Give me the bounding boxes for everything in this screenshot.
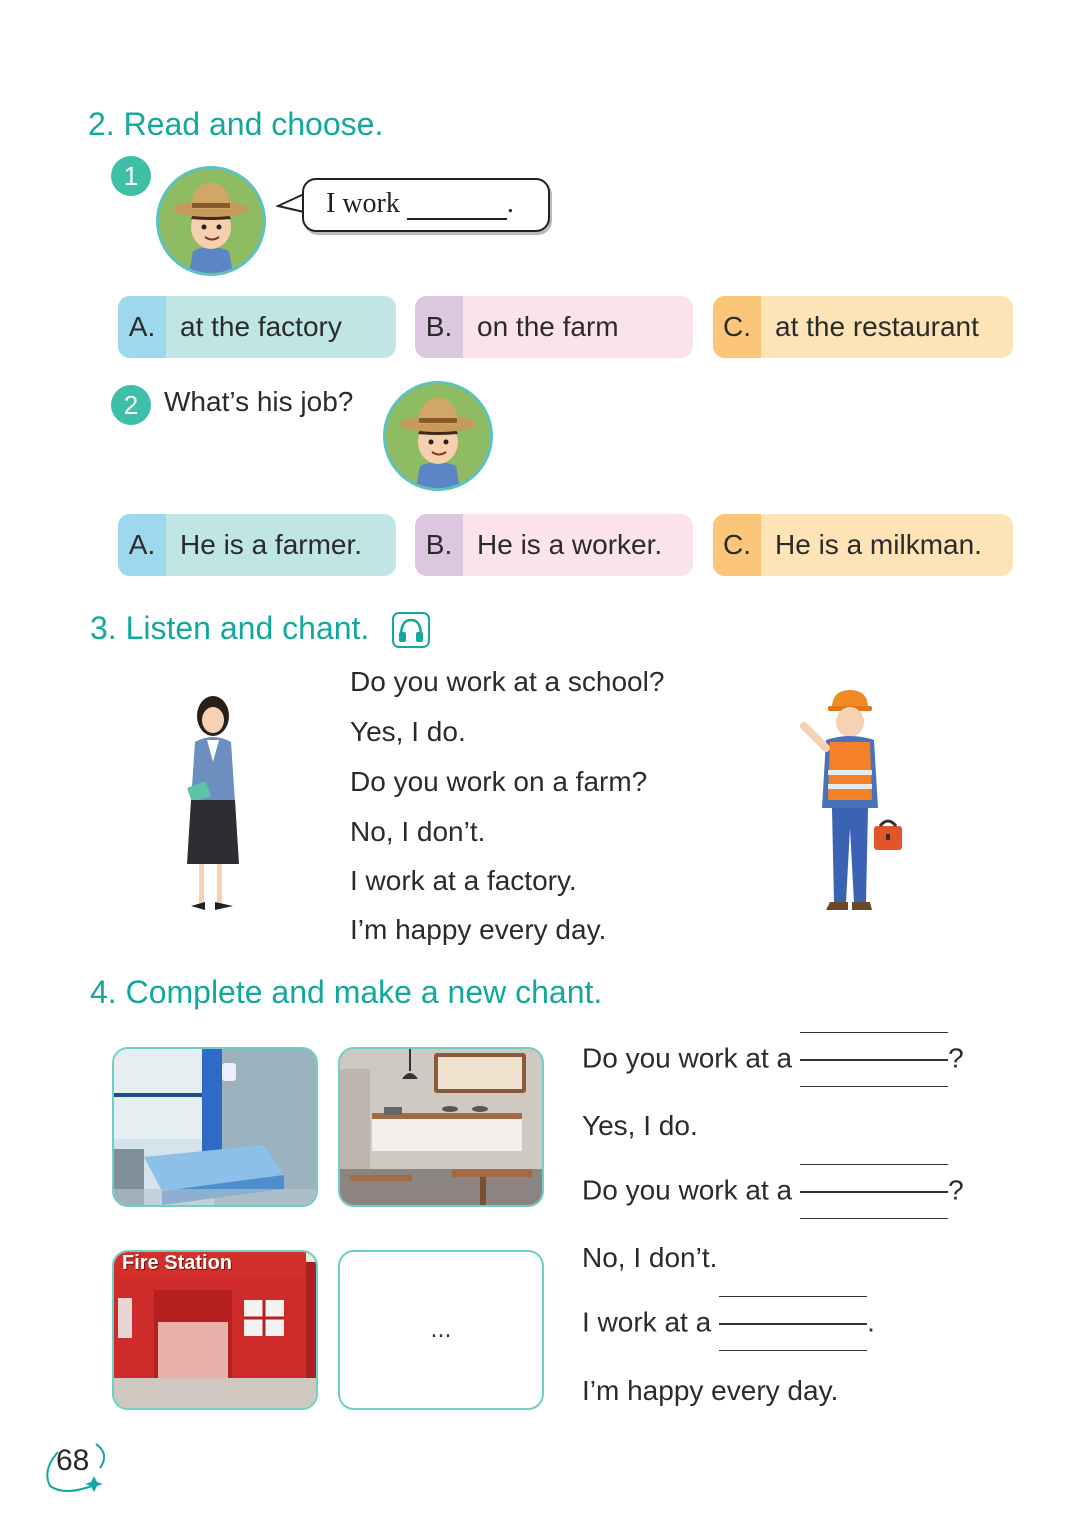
option-letter: A. xyxy=(118,296,166,358)
bubble-text: I work xyxy=(326,188,400,219)
question-2-badge: 2 xyxy=(111,385,151,425)
option-letter: C. xyxy=(713,514,761,576)
fill-line-3 xyxy=(582,1164,964,1220)
chant-line: Do you work on a farm? xyxy=(350,766,648,797)
fill-line-4: No, I don’t. xyxy=(582,1242,718,1273)
question-2-text: What’s his job? xyxy=(164,386,354,417)
fill-line-end: . xyxy=(867,1306,875,1338)
fire-station-sign: Fire Station xyxy=(122,1252,233,1274)
bubble-end: . xyxy=(506,188,514,219)
answer-blank[interactable] xyxy=(719,1296,867,1352)
option-text: on the farm xyxy=(477,311,619,342)
answer-blank[interactable] xyxy=(800,1032,948,1088)
fill-line-end: ? xyxy=(948,1042,964,1074)
farmer-boy-avatar-2 xyxy=(383,381,493,491)
option-letter: C. xyxy=(713,296,761,358)
q2-option-c[interactable] xyxy=(713,514,1013,576)
option-letter: B. xyxy=(415,514,463,576)
q2-option-a[interactable] xyxy=(118,514,396,576)
fill-line-end: ? xyxy=(948,1174,964,1206)
restaurant-picture xyxy=(338,1047,544,1207)
option-text: at the factory xyxy=(180,311,342,342)
ellipsis-text: ... xyxy=(430,1317,452,1343)
hospital-picture xyxy=(112,1047,318,1207)
section-4-heading: 4. Complete and make a new chant. xyxy=(90,974,603,1010)
bubble-blank xyxy=(407,194,507,220)
page-number: 68 xyxy=(56,1444,90,1477)
option-letter: B. xyxy=(415,296,463,358)
farmer-boy-avatar xyxy=(156,166,266,276)
fill-line-text: Do you work at a xyxy=(582,1174,793,1206)
chant-line: Yes, I do. xyxy=(350,716,466,747)
speech-bubble xyxy=(302,178,550,232)
chant-line: No, I don’t. xyxy=(350,816,486,847)
section-2-heading: 2. Read and choose. xyxy=(88,106,384,142)
option-text: He is a farmer. xyxy=(180,529,363,560)
question-1-badge: 1 xyxy=(111,156,151,196)
fill-line-text: Do you work at a xyxy=(582,1042,793,1074)
teacher-illustration xyxy=(175,692,245,924)
section-3-heading: 3. Listen and chant. xyxy=(90,610,370,646)
fill-line-5 xyxy=(582,1296,875,1352)
chant-line: Do you work at a school? xyxy=(350,666,665,697)
q1-option-c[interactable] xyxy=(713,296,1013,358)
q1-option-b[interactable] xyxy=(415,296,693,358)
option-letter: A. xyxy=(118,514,166,576)
fill-line-1 xyxy=(582,1032,964,1088)
factory-worker-illustration xyxy=(796,688,906,924)
q2-option-b[interactable] xyxy=(415,514,693,576)
fire-station-picture xyxy=(112,1250,318,1410)
fill-line-text: I work at a xyxy=(582,1306,712,1338)
option-text: He is a worker. xyxy=(477,529,663,560)
fill-line-6: I’m happy every day. xyxy=(582,1375,839,1406)
chant-line: I’m happy every day. xyxy=(350,914,607,945)
fill-line-2: Yes, I do. xyxy=(582,1110,698,1141)
q1-option-a[interactable] xyxy=(118,296,396,358)
option-text: at the restaurant xyxy=(775,311,979,342)
headphones-icon[interactable] xyxy=(392,612,430,648)
chant-line: I work at a factory. xyxy=(350,865,577,896)
more-ideas-box[interactable] xyxy=(338,1250,544,1410)
answer-blank[interactable] xyxy=(800,1164,948,1220)
option-text: He is a milkman. xyxy=(775,529,982,560)
